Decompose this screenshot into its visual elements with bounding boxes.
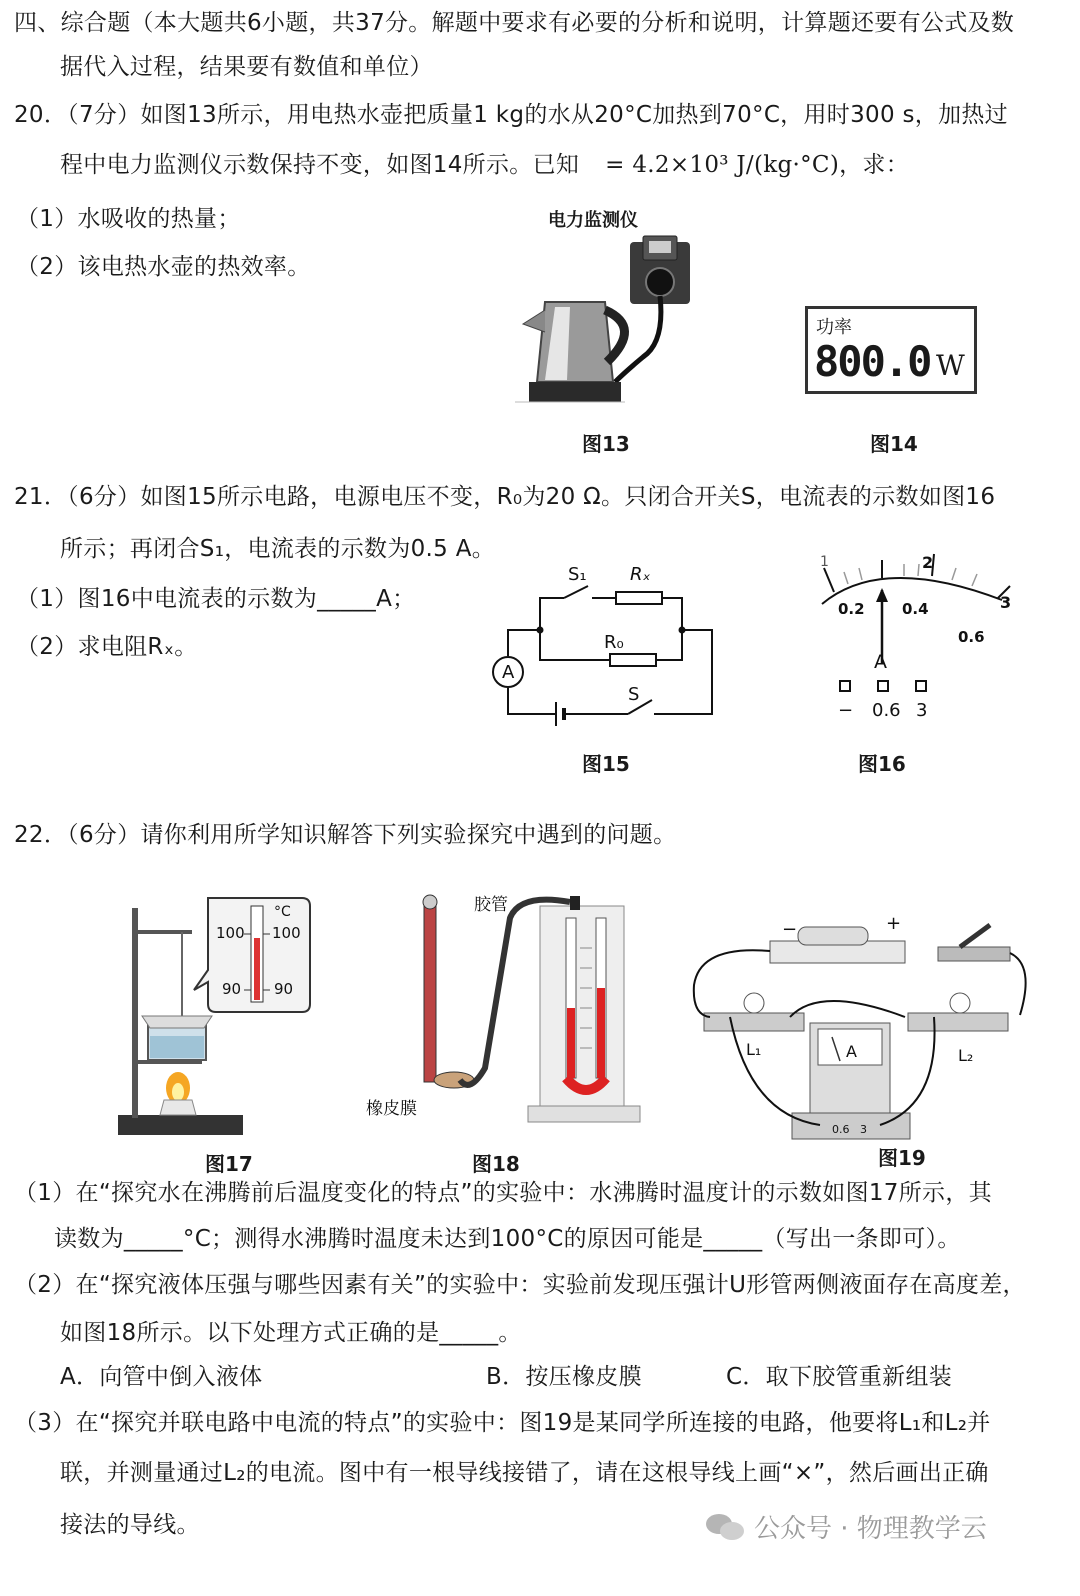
fig18-membrane-label: 橡皮膜 xyxy=(366,1099,417,1119)
q22-option-c: C．取下胶管重新组装 xyxy=(726,1364,953,1390)
fig14-value: 800.0 xyxy=(814,337,931,386)
fig13-caption: 图13 xyxy=(582,432,630,456)
section-heading: 四、综合题（本大题共6小题，共37分。解题中要求有必要的分析和说明，计算题还要有公式及数 xyxy=(14,10,1015,36)
q20-sub1: （1）水吸收的热量； xyxy=(16,206,241,232)
fig13-monitor-label: 电力监测仪 xyxy=(548,210,638,231)
q22-sub3-line1: （3）在“探究并联电路中电流的特点”的实验中：图19是某同学所连接的电路，他要将L₁和L₂并 xyxy=(14,1410,991,1436)
fig16-terminal-minus: − xyxy=(838,700,854,721)
q22-sub1-line2: 读数为_____°C；测得水沸腾时温度未达到100°C的原因可能是_____（写出一条即可）。 xyxy=(54,1226,961,1252)
q20-sub2: （2）该电热水壶的热效率。 xyxy=(16,254,311,280)
fig19-l2-label: L₂ xyxy=(958,1046,974,1065)
q20-stem-end: ，求： xyxy=(839,152,909,178)
q20-stem-text: 程中电力监测仪示数保持不变，如图14所示。已知 xyxy=(60,152,580,178)
fig18-tube-label: 胶管 xyxy=(474,895,508,915)
q22-option-b: B．按压橡皮膜 xyxy=(486,1364,642,1390)
q22-sub2-line1: （2）在“探究液体压强与哪些因素有关”的实验中：实验前发现压强计U形管两侧液面存在高度差， xyxy=(14,1272,1026,1298)
fig16-tick-3: 3 xyxy=(1000,593,1012,612)
fig19-meter-label: A xyxy=(846,1042,857,1061)
fig15-ammeter-label: A xyxy=(502,662,515,683)
fig18-pressure-gauge xyxy=(360,888,650,1138)
fig16-ammeter-dial xyxy=(812,548,1022,728)
q21-sub1: （1）图16中电流表的示数为_____A； xyxy=(16,586,416,612)
fig15-s1-label: S₁ xyxy=(568,564,587,585)
q22-sub1-line1: （1）在“探究水在沸腾前后温度变化的特点”的实验中：水沸腾时温度计的示数如图17所示，其 xyxy=(14,1180,992,1206)
fig19-l1-label: L₁ xyxy=(746,1040,762,1059)
section-heading-continued: 据代入过程，结果要有数值和单位） xyxy=(60,54,433,80)
fig14-unit: W xyxy=(936,349,965,382)
fig16-caption: 图16 xyxy=(858,752,906,776)
fig17-caption: 图17 xyxy=(205,1152,253,1176)
fig16-tick-2: 2 xyxy=(922,553,934,572)
fig14-caption: 图14 xyxy=(870,432,918,456)
fig16-tick-1: 1 xyxy=(820,554,829,570)
fig16-scale-02: 0.2 xyxy=(838,600,865,618)
fig14-power-display xyxy=(805,306,977,394)
q22-sub3-line2: 联，并测量通过L₂的电流。图中有一根导线接错了，请在这根导线上画“×”，然后画出正确 xyxy=(60,1460,989,1486)
fig15-s-label: S xyxy=(628,684,640,705)
fig17-left-100: 100 xyxy=(216,924,245,942)
fig17-right-100: 100 xyxy=(272,924,301,942)
fig19-battery-minus: − xyxy=(782,919,798,940)
watermark xyxy=(706,1508,987,1545)
q20-stem-line2 xyxy=(60,150,909,180)
fig15-r0-label: R₀ xyxy=(604,632,624,653)
fig16-terminal-3: 3 xyxy=(916,700,928,721)
fig19-terminal-06: 0.6 xyxy=(832,1123,850,1136)
fig18-caption: 图18 xyxy=(472,1152,520,1176)
q20-stem-line1: 20．（7分）如图13所示，用电热水壶把质量1 kg的水从20°C加热到70°C，用时300 s，加热过 xyxy=(14,102,1008,128)
fig16-terminal-06: 0.6 xyxy=(872,700,901,721)
fig14-title: 功率 xyxy=(816,317,852,338)
fig15-rx-label: Rₓ xyxy=(630,564,651,585)
fig17-unit: °C xyxy=(274,904,291,920)
q21-stem-line2: 所示；再闭合S₁，电流表的示数为0.5 A。 xyxy=(60,536,496,562)
fig17-right-90: 90 xyxy=(274,980,294,998)
q22-option-a: A．向管中倒入液体 xyxy=(60,1364,263,1390)
q20-formula: = 4.2×10³ J/(kg·°C) xyxy=(605,152,840,178)
fig17-left-90: 90 xyxy=(222,980,242,998)
fig19-terminal-3: 3 xyxy=(860,1123,867,1136)
q22-stem: 22．（6分）请你利用所学知识解答下列实验探究中遇到的问题。 xyxy=(14,822,677,848)
watermark-text: 公众号 · 物理教学云 xyxy=(754,1514,987,1544)
q22-sub2-line2: 如图18所示。以下处理方式正确的是_____。 xyxy=(60,1320,522,1346)
fig19-battery-plus: + xyxy=(886,913,902,934)
fig16-scale-04: 0.4 xyxy=(902,600,929,618)
fig17-boiling-apparatus xyxy=(112,890,322,1150)
fig13-kettle-illustration xyxy=(515,232,715,412)
fig19-parallel-circuit xyxy=(690,905,1040,1145)
q21-sub2: （2）求电阻Rₓ。 xyxy=(16,634,198,660)
q21-stem-line1: 21．（6分）如图15所示电路，电源电压不变，R₀为20 Ω。只闭合开关S，电流表的示数如图16 xyxy=(14,484,996,510)
fig16-scale-06: 0.6 xyxy=(958,628,985,646)
fig15-caption: 图15 xyxy=(582,752,630,776)
q22-sub3-line3: 接法的导线。 xyxy=(60,1512,200,1538)
wechat-icon xyxy=(706,1512,746,1542)
fig15-circuit-diagram xyxy=(492,560,722,730)
fig16-unit: A xyxy=(874,651,887,673)
fig19-caption: 图19 xyxy=(878,1146,926,1170)
